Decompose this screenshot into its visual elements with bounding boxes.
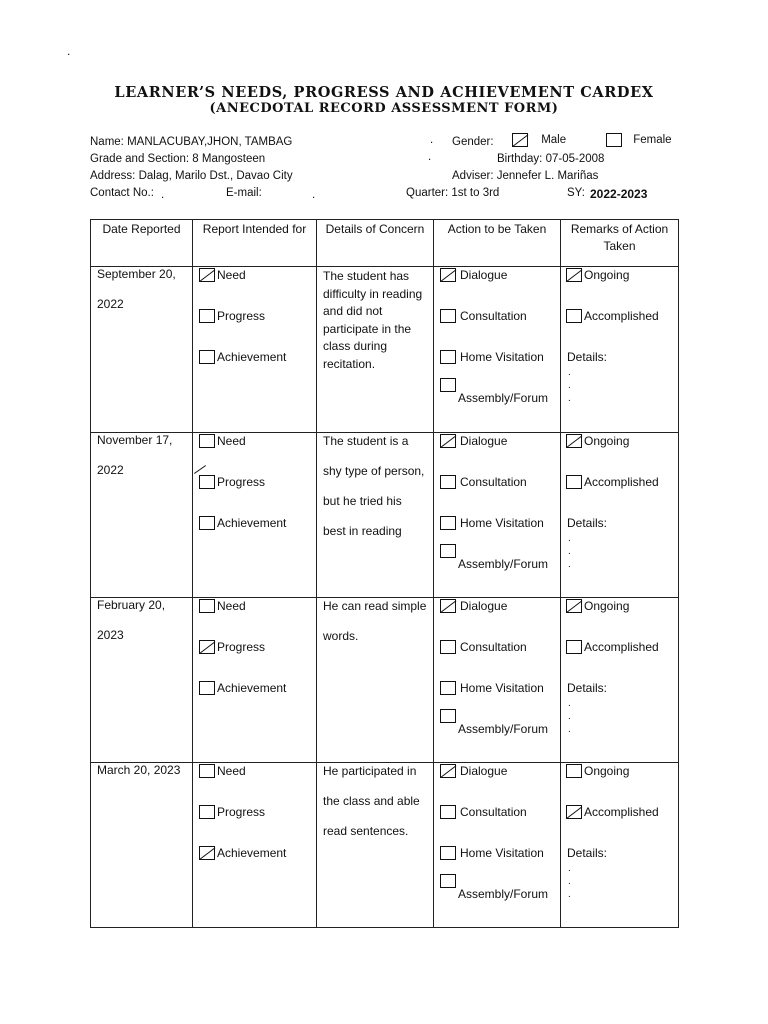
sy-value: 2022-2023 [590,187,648,201]
home-visitation-checkbox[interactable] [440,846,456,860]
separator-dot: . [430,134,434,146]
details-label: Details: [567,846,608,860]
dialogue-checkbox[interactable] [440,434,456,448]
female-checkbox[interactable] [606,133,622,147]
details-of-concern: He can read simple words. [323,599,427,643]
progress-checkbox[interactable] [199,640,215,654]
details-dots: . . . [568,698,571,735]
consultation-label: Consultation [460,805,527,819]
report-intended-cell [193,433,316,597]
accomplished-label: Accomplished [584,640,659,654]
ongoing-checkbox[interactable] [566,599,582,613]
ongoing-option[interactable] [566,434,629,448]
need-checkbox[interactable] [199,599,215,613]
home-visitation-label: Home Visitation [460,846,544,860]
form-subtitle: (ANECDOTAL RECORD ASSESSMENT FORM) [209,101,559,116]
male-option[interactable] [512,133,566,147]
achievement-label: Achievement [217,681,287,695]
action-cell [434,598,560,762]
accomplished-checkbox[interactable] [566,309,582,323]
need-checkbox[interactable] [199,764,215,778]
ongoing-option[interactable] [566,764,629,778]
need-option[interactable] [199,268,246,282]
accomplished-label: Accomplished [584,475,659,489]
assembly-forum-label: Assembly/Forum [458,887,549,901]
header-report-intended: Report Intended for [193,220,317,267]
ongoing-option[interactable] [566,599,629,613]
ongoing-checkbox[interactable] [566,268,582,282]
remarks-cell [561,598,678,762]
male-label: Male [541,134,567,147]
progress-option[interactable] [199,475,265,489]
progress-label: Progress [217,640,266,654]
assembly-forum-checkbox[interactable] [440,378,456,392]
dialogue-checkbox[interactable] [440,599,456,613]
achievement-option[interactable] [199,681,286,695]
details-dots: . . . [568,863,571,900]
progress-checkbox[interactable] [199,475,215,489]
email: E-mail: [226,187,262,199]
achievement-option[interactable] [199,516,286,530]
gender-label: Gender: [452,136,494,148]
need-checkbox[interactable] [199,434,215,448]
accomplished-checkbox[interactable] [566,640,582,654]
dialogue-option[interactable] [440,268,507,282]
home-visitation-label: Home Visitation [460,516,544,530]
need-label: Need [217,434,246,448]
date-reported: February 20, 2023 [97,598,166,642]
achievement-option[interactable] [199,846,286,860]
progress-option[interactable] [199,309,265,323]
ongoing-label: Ongoing [584,764,630,778]
dialogue-checkbox[interactable] [440,764,456,778]
ongoing-checkbox[interactable] [566,434,582,448]
home-visitation-label: Home Visitation [460,681,544,695]
details-of-concern: The student is a shy type of person, but he tried his best in reading [323,434,425,538]
accomplished-checkbox[interactable] [566,805,582,819]
progress-label: Progress [217,805,266,819]
dialogue-label: Dialogue [460,599,508,613]
achievement-label: Achievement [217,516,287,530]
action-cell [434,433,560,597]
accomplished-checkbox[interactable] [566,475,582,489]
accomplished-label: Accomplished [584,309,659,323]
achievement-checkbox[interactable] [199,516,215,530]
report-intended-cell [193,763,316,927]
dialogue-option[interactable] [440,764,507,778]
grade-section: Grade and Section: 8 Mangosteen [90,153,266,165]
home-visitation-option[interactable] [440,350,544,364]
date-reported: November 17, 2022 [97,433,173,477]
table-row [91,433,679,598]
accomplished-option[interactable] [566,309,659,323]
home-visitation-checkbox[interactable] [440,516,456,530]
need-option[interactable] [199,599,246,613]
achievement-checkbox[interactable] [199,846,215,860]
report-intended-cell [193,267,316,431]
consultation-label: Consultation [460,475,527,489]
consultation-label: Consultation [460,640,527,654]
dialogue-label: Dialogue [460,434,508,448]
learner-name: Name: MANLACUBAY,JHON, TAMBAG [90,136,293,148]
header-details-concern: Details of Concern [317,220,434,267]
progress-checkbox[interactable] [199,309,215,323]
consultation-checkbox[interactable] [440,805,456,819]
assembly-forum-checkbox[interactable] [440,709,456,723]
details-of-concern: He participated in the class and able read sentences. [323,764,420,838]
consultation-option[interactable] [440,309,527,323]
need-option[interactable] [199,434,246,448]
progress-label: Progress [217,309,266,323]
address: Address: Dalag, Marilo Dst., Davao City [90,170,293,182]
details-label: Details: [567,516,608,530]
quarter: Quarter: 1st to 3rd [406,187,500,199]
dialogue-option[interactable] [440,434,507,448]
date-reported: September 20, 2022 [97,267,176,311]
need-checkbox[interactable] [199,268,215,282]
separator-dot: . [312,189,316,201]
birthday: Birthday: 07-05-2008 [497,153,605,165]
header-date-reported: Date Reported [91,220,193,267]
achievement-option[interactable] [199,350,286,364]
consultation-checkbox[interactable] [440,640,456,654]
adviser: Adviser: Jennefer L. Mariñas [452,170,599,182]
assembly-forum-checkbox[interactable] [440,874,456,888]
anecdotal-record-table [90,219,679,928]
sy-label: SY: [567,187,585,199]
accomplished-option[interactable] [566,475,659,489]
consultation-label: Consultation [460,309,527,323]
need-option[interactable] [199,764,246,778]
ongoing-option[interactable] [566,268,629,282]
ongoing-label: Ongoing [584,434,630,448]
consultation-checkbox[interactable] [440,475,456,489]
remarks-cell [561,267,678,431]
male-checkbox[interactable] [512,133,528,147]
home-visitation-option[interactable] [440,516,544,530]
contact-number: Contact No.: [90,187,154,199]
table-row [91,267,679,433]
dialogue-checkbox[interactable] [440,268,456,282]
details-of-concern: The student has difficulty in reading and did not participate in the class during recitation. [323,269,423,371]
dialogue-label: Dialogue [460,764,508,778]
details-dots: . . . [568,367,571,404]
consultation-checkbox[interactable] [440,309,456,323]
ongoing-checkbox[interactable] [566,764,582,778]
dialogue-label: Dialogue [460,268,508,282]
accomplished-option[interactable] [566,640,659,654]
consultation-option[interactable] [440,805,527,819]
remarks-cell [561,763,678,927]
ongoing-label: Ongoing [584,599,630,613]
accomplished-label: Accomplished [584,805,659,819]
home-visitation-checkbox[interactable] [440,350,456,364]
ongoing-label: Ongoing [584,268,630,282]
separator-dot: . [428,151,432,163]
assembly-forum-label: Assembly/Forum [458,557,549,571]
need-label: Need [217,764,246,778]
details-label: Details: [567,681,608,695]
home-visitation-label: Home Visitation [460,350,544,364]
achievement-label: Achievement [217,846,287,860]
assembly-forum-label: Assembly/Forum [458,722,549,736]
details-label: Details: [567,350,608,364]
home-visitation-option[interactable] [440,681,544,695]
table-row [91,598,679,763]
header-remarks: Remarks of Action Taken [561,220,679,267]
action-cell [434,763,560,927]
remarks-cell [561,433,678,597]
achievement-checkbox[interactable] [199,350,215,364]
accomplished-option[interactable] [566,805,659,819]
action-cell [434,267,560,431]
date-reported: March 20, 2023 [97,763,181,777]
need-label: Need [217,268,246,282]
progress-checkbox[interactable] [199,805,215,819]
details-dots: . . . [568,533,571,570]
consultation-option[interactable] [440,475,527,489]
progress-option[interactable] [199,805,265,819]
home-visitation-option[interactable] [440,846,544,860]
dialogue-option[interactable] [440,599,507,613]
achievement-checkbox[interactable] [199,681,215,695]
progress-option[interactable] [199,640,265,654]
separator-dot: . [161,189,165,201]
progress-label: Progress [217,475,266,489]
assembly-forum-label: Assembly/Forum [458,391,549,405]
consultation-option[interactable] [440,640,527,654]
table-row [91,763,679,928]
female-option[interactable] [606,133,672,147]
assembly-forum-checkbox[interactable] [440,544,456,558]
top-dot-mark: . [67,44,71,58]
female-label: Female [633,134,672,147]
home-visitation-checkbox[interactable] [440,681,456,695]
form-title: LEARNER’S NEEDS, PROGRESS AND ACHIEVEMENT CARDEX [114,84,654,101]
stray-pen-mark [194,465,206,474]
achievement-label: Achievement [217,350,287,364]
report-intended-cell [193,598,316,762]
header-action-taken: Action to be Taken [434,220,561,267]
need-label: Need [217,599,246,613]
